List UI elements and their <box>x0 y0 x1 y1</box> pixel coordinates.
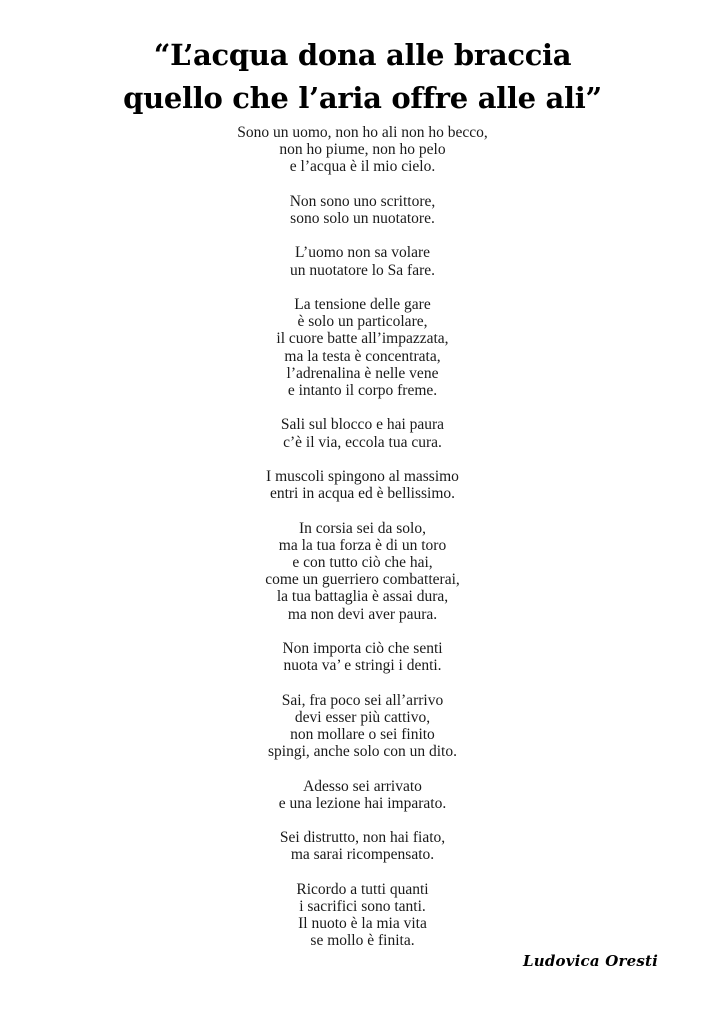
poem-line: Il nuoto è la mia vita <box>298 915 427 933</box>
poem-line: i sacrifici sono tanti. <box>299 897 426 915</box>
title-line-1: “L’acqua dona alle braccia <box>153 38 572 72</box>
poem-body <box>0 124 725 967</box>
poem-line: e l’acqua è il mio cielo. <box>289 158 436 176</box>
poem-line: Adesso sei arrivato <box>303 777 422 795</box>
poem-line: ma la tua forza è di un toro <box>278 536 447 554</box>
poem-line: non mollare o sei finito <box>290 725 435 743</box>
poem-line: l’adrenalina è nelle vene <box>286 364 439 382</box>
poem-line: In corsia sei da solo, <box>299 519 426 537</box>
title-line-2: quello che l’aria offre alle ali” <box>123 81 602 115</box>
stanza <box>0 778 725 812</box>
poem-line: c’è il via, eccola tua cura. <box>283 433 442 451</box>
poem-line: devi esser più cattivo, <box>294 708 431 726</box>
poem-line: ma la testa è concentrata, <box>284 347 441 365</box>
poem-line: è solo un particolare, <box>297 313 428 331</box>
poem-line: Non importa ciò che senti <box>282 639 443 657</box>
poem-line: la tua battaglia è assai dura, <box>276 588 449 606</box>
poem-line: Sai, fra poco sei all’arrivo <box>281 691 444 709</box>
stanza <box>0 193 725 227</box>
stanza <box>0 244 725 278</box>
poem-line: spingi, anche solo con un dito. <box>268 743 457 761</box>
poem-line: sono solo un nuotatore. <box>290 210 435 227</box>
poem-line: e intanto il corpo freme. <box>287 382 438 399</box>
stanza <box>0 416 725 450</box>
poem-line: L’uomo non sa volare <box>294 244 431 262</box>
poem-line: come un guerriero combatterai, <box>265 571 460 589</box>
stanza <box>0 520 725 623</box>
stanza <box>0 881 725 950</box>
poem-line: non ho piume, non ho pelo <box>279 141 446 159</box>
poem-line: I muscoli spingono al massimo <box>266 467 459 485</box>
poem-line: Ricordo a tutti quanti <box>296 880 429 898</box>
poem-line: Sali sul blocco e hai paura <box>280 416 445 434</box>
poem-line: un nuotatore lo Sa fare. <box>289 261 436 279</box>
poem-line: nuota va’ e stringi i denti. <box>283 657 442 675</box>
stanza <box>0 296 725 399</box>
poem-line: se mollo è finita. <box>310 932 415 950</box>
poem-line: Sono un uomo, non ho ali non ho becco, <box>237 124 488 141</box>
stanza <box>0 124 725 176</box>
poem-line: ma non devi aver paura. <box>287 605 438 623</box>
poem-line: ma sarai ricompensato. <box>290 846 435 864</box>
poem-line: Sei distrutto, non hai fiato, <box>279 829 446 847</box>
poem-line: La tensione delle gare <box>294 295 431 313</box>
poem-line: il cuore batte all’impazzata, <box>276 330 449 348</box>
poem-title <box>0 34 725 120</box>
poem-line: e una lezione hai imparato. <box>278 794 447 812</box>
stanza <box>0 640 725 674</box>
stanza <box>0 468 725 502</box>
stanza <box>0 829 725 863</box>
poem-line: entri in acqua ed è bellissimo. <box>269 485 456 503</box>
author-signature: Ludovica Oresti <box>522 952 658 970</box>
poem-line: Non sono uno scrittore, <box>289 192 436 210</box>
stanza <box>0 692 725 761</box>
poem-line: e con tutto ciò che hai, <box>292 553 433 571</box>
